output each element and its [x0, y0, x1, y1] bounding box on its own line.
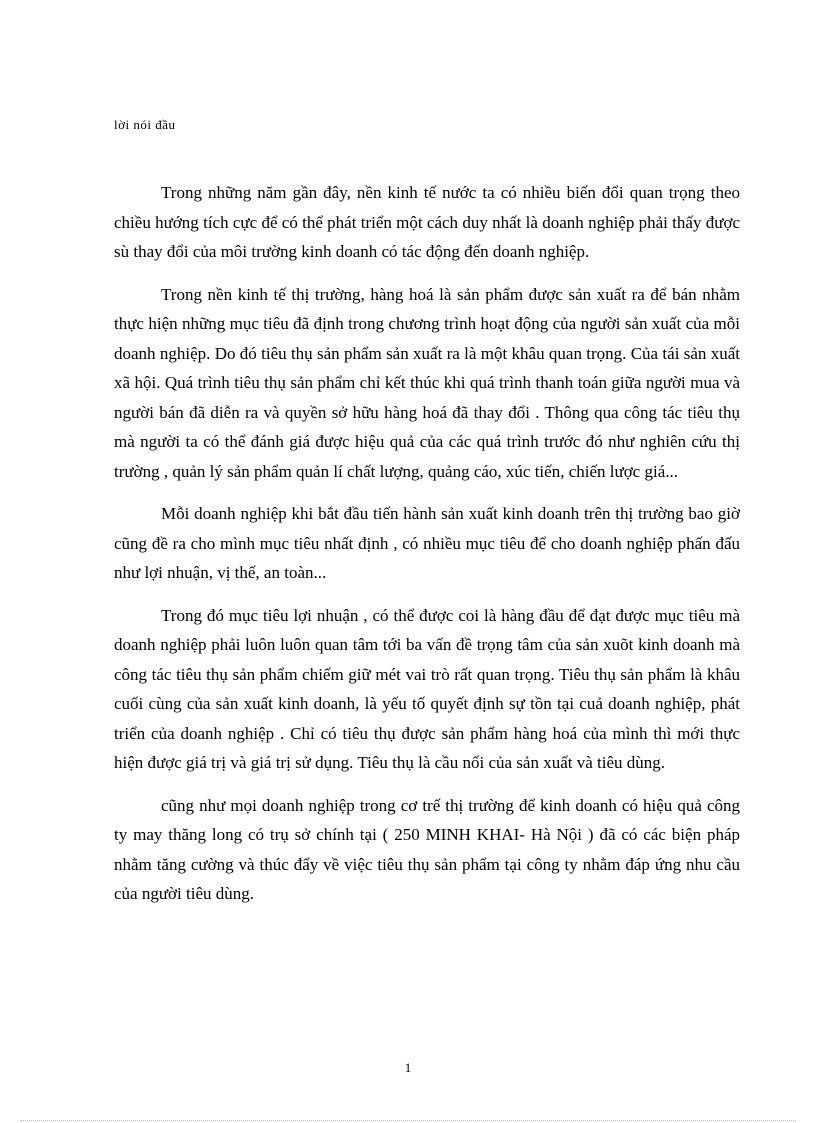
paragraph-2: Trong nền kinh tế thị trường, hàng hoá là sản phẩm được sản xuất ra để bán nhằm thực hiện những mục tiêu đã định trong chương trình hoạt động của người sản xuất của mỗi doanh nghiệp. Do đó tiêu thụ sản phẩm sản xuất ra là một khâu quan trọng. Của tái sản xuất xã hội. Quá trình tiêu thụ sản phẩm chỉ kết thúc khi quá trình thanh toán giữa người mua và người bán đã diễn ra và quyền sở hữu hàng hoá đã thay đổi . Thông qua công tác tiêu thụ mà người ta có thể đánh giá được hiệu quả của các quá trình trước đó như nghiên cứu thị trường , quản lý sản phẩm quản lí chất lượng, quảng cáo, xúc tiến, chiến lược giá...: [114, 284, 740, 481]
page-number: 1: [404, 1060, 412, 1075]
paragraph-1: Trong những năm gần đây, nền kinh tế nước ta có nhiều biến đổi quan trọng theo chiều hướng tích cực để có thể phát triển một cách duy nhất là doanh nghiệp phải thấy được sù thay đổi của môi trường kinh doanh có tác động đến doanh nghiệp.: [114, 183, 740, 261]
document-body: [114, 178, 740, 922]
paragraph-5: cũng như mọi doanh nghiệp trong cơ trế thị trường để kinh doanh có hiệu quả công ty may thăng long có trụ sở chính tại ( 250 MINH KHAI- Hà Nội ) đã có các biện pháp nhằm tăng cường và thúc đẩy về việc tiêu thụ sản phẩm tại công ty nhằm đáp ứng nhu cầu của người tiêu dùng.: [114, 795, 740, 903]
paragraph-3: Mỗi doanh nghiệp khi bắt đầu tiến hành sản xuất kinh doanh trên thị trường bao giờ cũng đề ra cho mình mục tiêu nhất định , có nhiều mục tiêu để cho doanh nghiệp phấn đấu như lợi nhuận, vị thế, an toàn...: [114, 504, 740, 582]
page-break-divider: [20, 1120, 796, 1121]
paragraph-4: Trong đó mục tiêu lợi nhuận , có thể được coi là hàng đầu để đạt được mục tiêu mà doanh nghiệp phải luôn luôn quan tâm tới ba vấn đề trọng tâm của sản xuõt kinh doanh mà công tác tiêu thụ sản phẩm chiếm giữ mét vai trò rất quan trọng. Tiêu thụ sản phẩm là khâu cuối cùng của sản xuất kinh doanh, là yếu tố quyết định sự tồn tại cuả doanh nghiệp, phát triển của doanh nghiệp . Chỉ có tiêu thụ được sản phẩm hàng hoá của mình thì mới thực hiện được giá trị và giá trị sử dụng. Tiêu thụ là cầu nối của sản xuất và tiêu dùng.: [114, 605, 740, 772]
document-heading: lời nói đầu: [114, 117, 176, 132]
